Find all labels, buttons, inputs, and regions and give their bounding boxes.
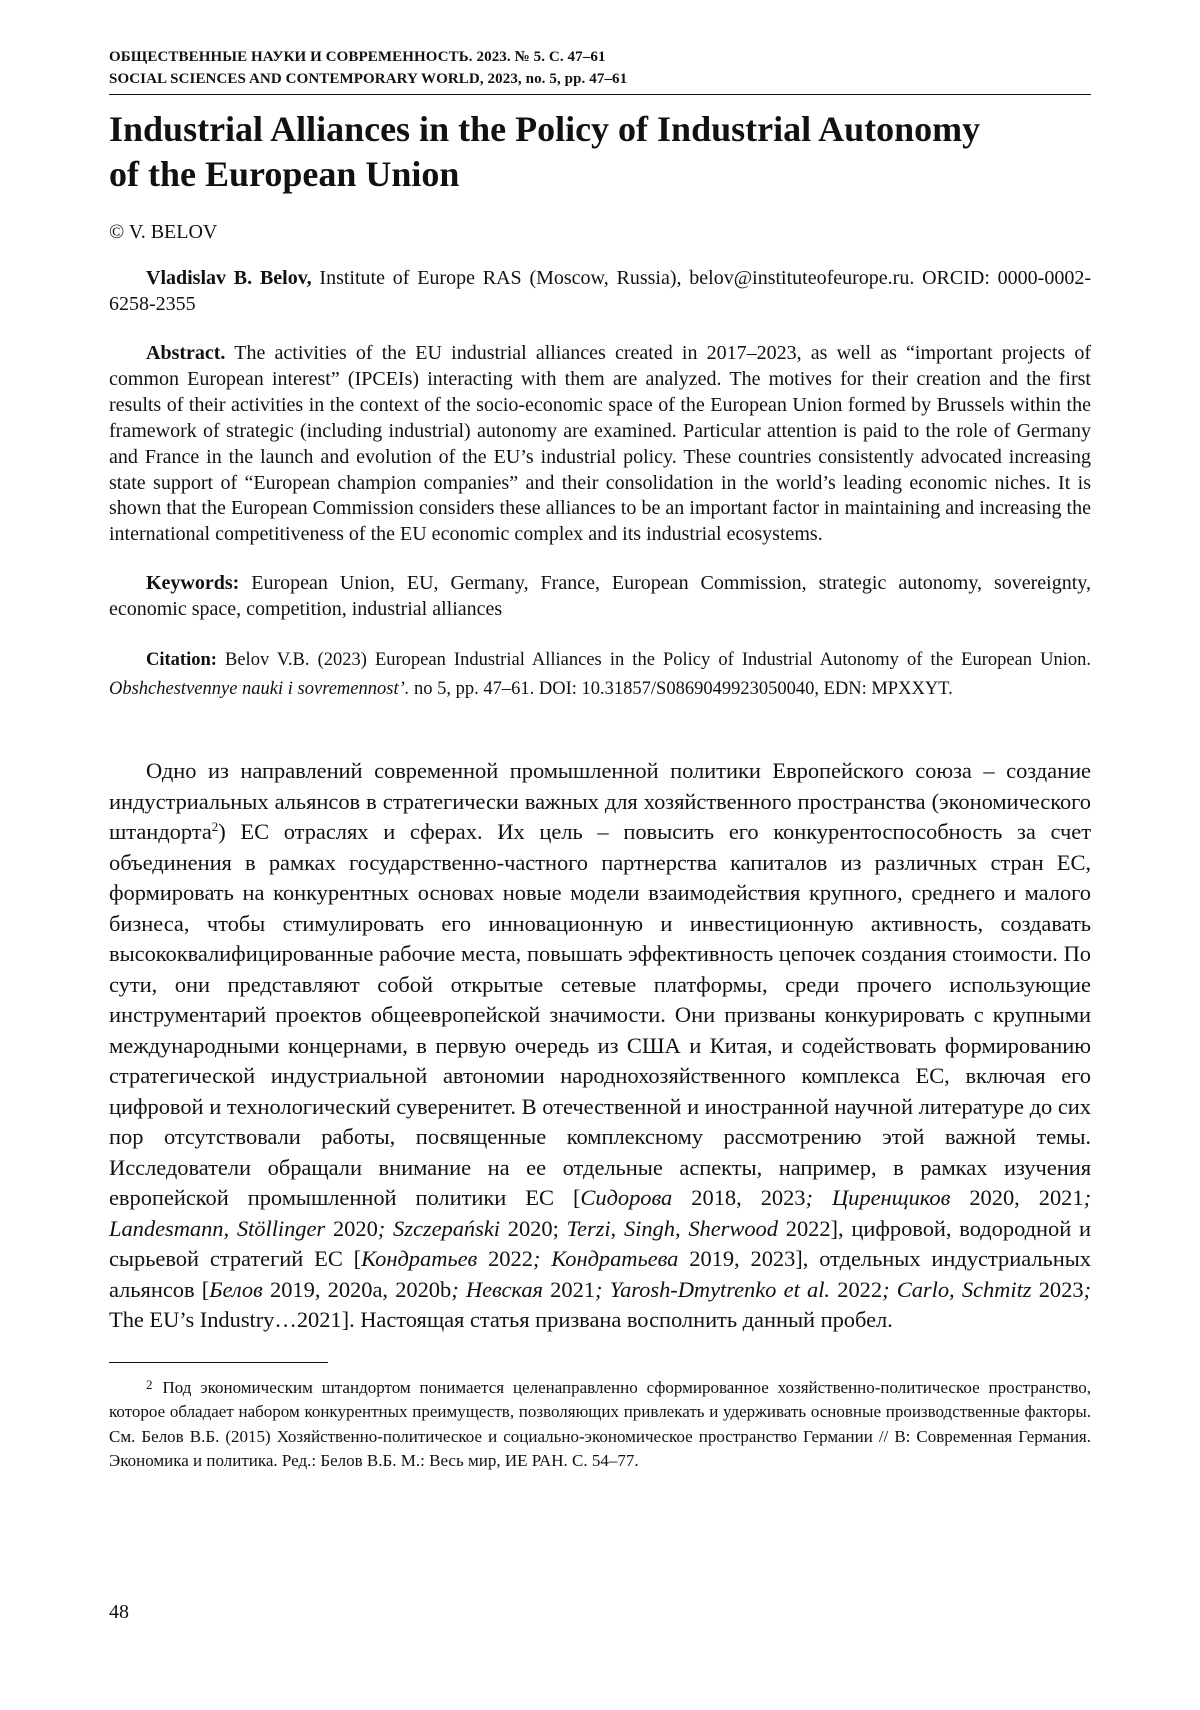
reference-author: Сидорова — [580, 1185, 673, 1211]
reference-author: Кондратьев — [361, 1246, 478, 1272]
reference-separator: ; — [1083, 1276, 1091, 1302]
body-text: ) ЕС отраслях и сферах. Их цель – повысить его конкурентоспособность за счет объединения в рамках государственно-частного партнерства капиталов из различных стран ЕС, формировать на конкурентных основах новые модели взаимодействия крупного, среднего и малого бизнеса, чтобы стимулировать его инновационную и инвестиционную активность, создавать высококвалифицированные рабочие места, повышать эффективность цепочек создания стоимости. По сути, они представляют собой открытые сетевые платформы, среди прочего использующие инструментарий проектов общеевропейской значимости. Они призваны конкурировать с крупными международными концернами, в первую очередь из США и Китая, и содействовать формированию стратегической индустриальной автономии народнохозяйственного комплекса ЕС, включая его цифровой и технологический суверенитет. В отечественной и иностранной научной литературе до сих пор отсутствовали работы, посвященные комплексному рассмотрению этой важной темы. Исследователи обращали внимание на ее отдельные аспекты, например, в рамках изучения европейской промышленной политики ЕС [ — [109, 819, 1091, 1211]
footnote-divider — [109, 1362, 328, 1363]
reference-author: ; Carlo, Schmitz — [882, 1276, 1032, 1302]
footnote-number: 2 — [146, 1376, 153, 1392]
body-text: 2021 — [542, 1276, 595, 1302]
article-title: Industrial Alliances in the Policy of Industrial Autonomy of the European Union — [109, 109, 981, 194]
body-text: 2019, 2023], отдельных индустриальных альянсов [ — [109, 1246, 1091, 1302]
copyright-line: © V. BELOV — [109, 221, 218, 243]
footnote-ref[interactable]: 2 — [211, 819, 219, 835]
abstract-text: The activities of the EU industrial alliances created in 2017–2023, as well as “important projects of common European interest” (IPCEIs) interacting with them are analyzed. The motives for their creation and the first results of their activities in the context of the socio-economic space of the European Union formed by Brussels within the framework of strategic (including industrial) autonomy are examined. Particular attention is paid to the role of Germany and France in the launch and evolution of the EU’s industrial policy. These countries consistently advocated increasing state support of “European champion companies” and their consolidation in the world’s leading economic niches. It is shown that the European Commission considers these alliances to be an important factor in maintaining and increasing the international competitiveness of the EU economic complex and its industrial ecosystems. — [109, 342, 1091, 546]
body-text: 2019, 2020a, 2020b — [262, 1276, 452, 1302]
reference-author: ; Циренщиков — [805, 1185, 951, 1211]
page-number: 48 — [109, 1601, 129, 1623]
body-text: 2020 — [325, 1215, 378, 1241]
body-text: 2022 — [477, 1246, 533, 1272]
keywords-text: European Union, EU, Germany, France, European Commission, strategic autonomy, sovereignty, economic space, competition, industrial alliances — [109, 572, 1091, 621]
citation — [109, 646, 1091, 704]
keywords-label: Keywords: — [146, 572, 240, 595]
affiliation-text: Institute of Europe RAS (Moscow, Russia), belov@instituteofeurope.ru. ORCID: 0000-0002-6258-2355 — [109, 267, 1092, 315]
footnote — [109, 1373, 1091, 1474]
citation-journal: Obshchestvennye nauki i sovremennost’. — [109, 679, 410, 700]
reference-author: ; Кондратьева — [532, 1246, 679, 1272]
body-text: 2020; — [499, 1215, 567, 1241]
body-text: 2020, 2021 — [950, 1185, 1084, 1211]
header-divider — [109, 94, 1091, 95]
reference-author: ; Szczepański — [377, 1215, 500, 1241]
author-name: Vladislav B. Belov, — [146, 267, 312, 289]
body-text: The EU’s Industry…2021]. Настоящая статья призвана восполнить данный пробел. — [109, 1307, 893, 1333]
citation-text: Belov V.B. (2023) European Industrial Alliances in the Policy of Industrial Autonomy of the European Union. — [216, 650, 1091, 671]
abstract — [109, 341, 1091, 548]
journal-title-ru: ОБЩЕСТВЕННЫЕ НАУКИ И СОВРЕМЕННОСТЬ. 2023. № 5. С. 47–61 — [109, 49, 606, 65]
reference-author: Terzi, Singh, Sherwood — [566, 1215, 778, 1241]
citation-label: Citation: — [146, 650, 217, 671]
body-text: 2023 — [1031, 1276, 1084, 1302]
reference-author: ; Невская — [451, 1276, 543, 1302]
citation-doi: no 5, pp. 47–61. DOI: 10.31857/S0869049923050040, EDN: MPXXYT. — [409, 679, 953, 700]
author-affiliation — [109, 265, 1091, 317]
body-paragraph — [109, 756, 1091, 1336]
reference-author: ; Landesmann, Stöllinger — [109, 1185, 1092, 1241]
journal-header — [109, 46, 1091, 90]
body-text: 2018, 2023 — [672, 1185, 806, 1211]
reference-author: ; Yarosh-Dmytrenko et al. — [595, 1276, 830, 1302]
body-text: Одно из направлений современной промышленной политики Европейского союза – создание индустриальных альянсов в стратегически важных для хозяйственного пространства (экономического штандорта — [109, 758, 1091, 845]
page — [109, 46, 1091, 1474]
body-text: 2022], цифровой, водородной и сырьевой стратегий ЕС [ — [109, 1215, 1091, 1272]
keywords — [109, 570, 1091, 622]
journal-title-en: SOCIAL SCIENCES AND CONTEMPORARY WORLD, 2023, no. 5, pp. 47–61 — [109, 71, 628, 87]
abstract-label: Abstract. — [146, 342, 226, 364]
footnote-text: Под экономическим штандортом понимается целенаправленно сформированное хозяйственно-политическое пространство, которое обладает набором конкурентных преимуществ, позволяющих привлекать и удерживать основные производственные факторы. См. Белов В.Б. (2015) Хозяйственно-политическое и социально-экономическое пространство Германии // В: Современная Германия. Экономика и политика. Ред.: Белов В.Б. М.: Весь мир, ИЕ РАН. С. 54–77. — [109, 1377, 1091, 1471]
body-text: 2022 — [830, 1276, 883, 1302]
reference-author: Белов — [209, 1276, 263, 1302]
